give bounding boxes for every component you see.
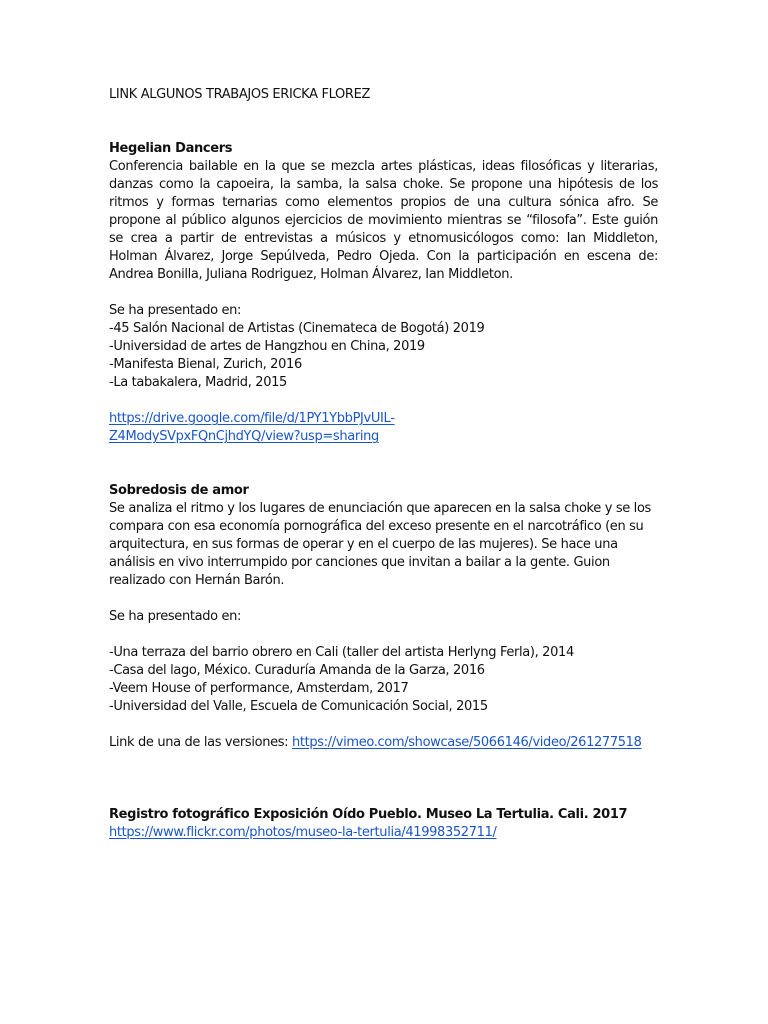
spacer xyxy=(109,446,658,482)
section-title-registro-fotografico: Registro fotográfico Exposición Oído Pueblo. Museo La Tertulia. Cali. 2017 xyxy=(109,807,628,822)
spacer xyxy=(109,284,658,302)
spacer xyxy=(109,752,658,806)
presented-list xyxy=(109,320,658,392)
presented-label: Se ha presentado en: xyxy=(109,609,242,624)
section-title-hegelian-dancers: Hegelian Dancers xyxy=(109,141,233,156)
paragraph-line: arquitectura, en sus formas de operar y en el cuerpo de las mujeres). Se hace una xyxy=(109,537,618,552)
spacer xyxy=(109,590,658,608)
list-item: -Veem House of performance, Amsterdam, 2017 xyxy=(109,681,409,696)
list-item: -Universidad del Valle, Escuela de Comunicación Social, 2015 xyxy=(109,699,488,714)
paragraph-line: Se analiza el ritmo y los lugares de enunciación que aparecen en la salsa choke y se los xyxy=(109,501,651,516)
list-item: -Manifesta Bienal, Zurich, 2016 xyxy=(109,357,302,372)
spacer xyxy=(109,104,658,140)
list-item: -Casa del lago, México. Curaduría Amanda de la Garza, 2016 xyxy=(109,663,485,678)
drive-link[interactable] xyxy=(109,410,658,446)
list-item: -Universidad de artes de Hangzhou en China, 2019 xyxy=(109,339,425,354)
list-item: -Una terraza del barrio obrero en Cali (taller del artista Herlyng Ferla), 2014 xyxy=(109,645,574,660)
version-line xyxy=(109,734,658,752)
paragraph-line: Holman Álvarez, Jorge Sepúlveda, Pedro Ojeda. Con la participación en escena de: xyxy=(109,249,658,264)
presented-list xyxy=(109,644,658,716)
list-item: -45 Salón Nacional de Artistas (Cinemateca de Bogotá) 2019 xyxy=(109,321,485,336)
drive-link-line[interactable]: https://drive.google.com/file/d/1PY1YbbPJvUIL- xyxy=(109,411,395,426)
version-label: Link de una de las versiones: xyxy=(109,735,292,750)
paragraph-line: propone al público algunos ejercicios de movimiento mientras se “filosofa”. Este guión xyxy=(109,213,658,228)
flickr-link[interactable]: https://www.flickr.com/photos/museo-la-tertulia/41998352711/ xyxy=(109,825,497,840)
section-title-sobredosis-de-amor: Sobredosis de amor xyxy=(109,483,249,498)
paragraph-line: Andrea Bonilla, Juliana Rodriguez, Holman Álvarez, Ian Middleton. xyxy=(109,267,513,282)
section-paragraph-sobredosis-de-amor xyxy=(109,500,658,590)
document-heading: LINK ALGUNOS TRABAJOS ERICKA FLOREZ xyxy=(109,87,370,102)
spacer xyxy=(109,392,658,410)
document-page xyxy=(109,86,658,842)
paragraph-line: se crea a partir de entrevistas a músicos y etnomusicólogos como: Ian Middleton, xyxy=(109,231,658,246)
presented-label: Se ha presentado en: xyxy=(109,303,242,318)
paragraph-line: danzas como la capoeira, la samba, la salsa choke. Se propone una hipótesis de los xyxy=(109,177,658,192)
paragraph-line: compara con esa economía pornográfica del exceso presente en el narcotráfico (en su xyxy=(109,519,644,534)
paragraph-line: realizado con Hernán Barón. xyxy=(109,573,285,588)
paragraph-line: análisis en vivo interrumpido por canciones que invitan a bailar a la gente. Guion xyxy=(109,555,610,570)
paragraph-line: ritmos y formas ternarias como elementos propios de una cultura sónica afro. Se xyxy=(109,195,658,210)
spacer xyxy=(109,716,658,734)
drive-link-line[interactable]: Z4ModySVpxFQnCjhdYQ/view?usp=sharing xyxy=(109,429,379,444)
section-paragraph-hegelian-dancers xyxy=(109,158,658,284)
list-item: -La tabakalera, Madrid, 2015 xyxy=(109,375,287,390)
paragraph-line: Conferencia bailable en la que se mezcla artes plásticas, ideas filosóficas y literarias, xyxy=(109,159,658,174)
spacer xyxy=(109,626,658,644)
vimeo-link[interactable]: https://vimeo.com/showcase/5066146/video/261277518 xyxy=(291,735,642,750)
